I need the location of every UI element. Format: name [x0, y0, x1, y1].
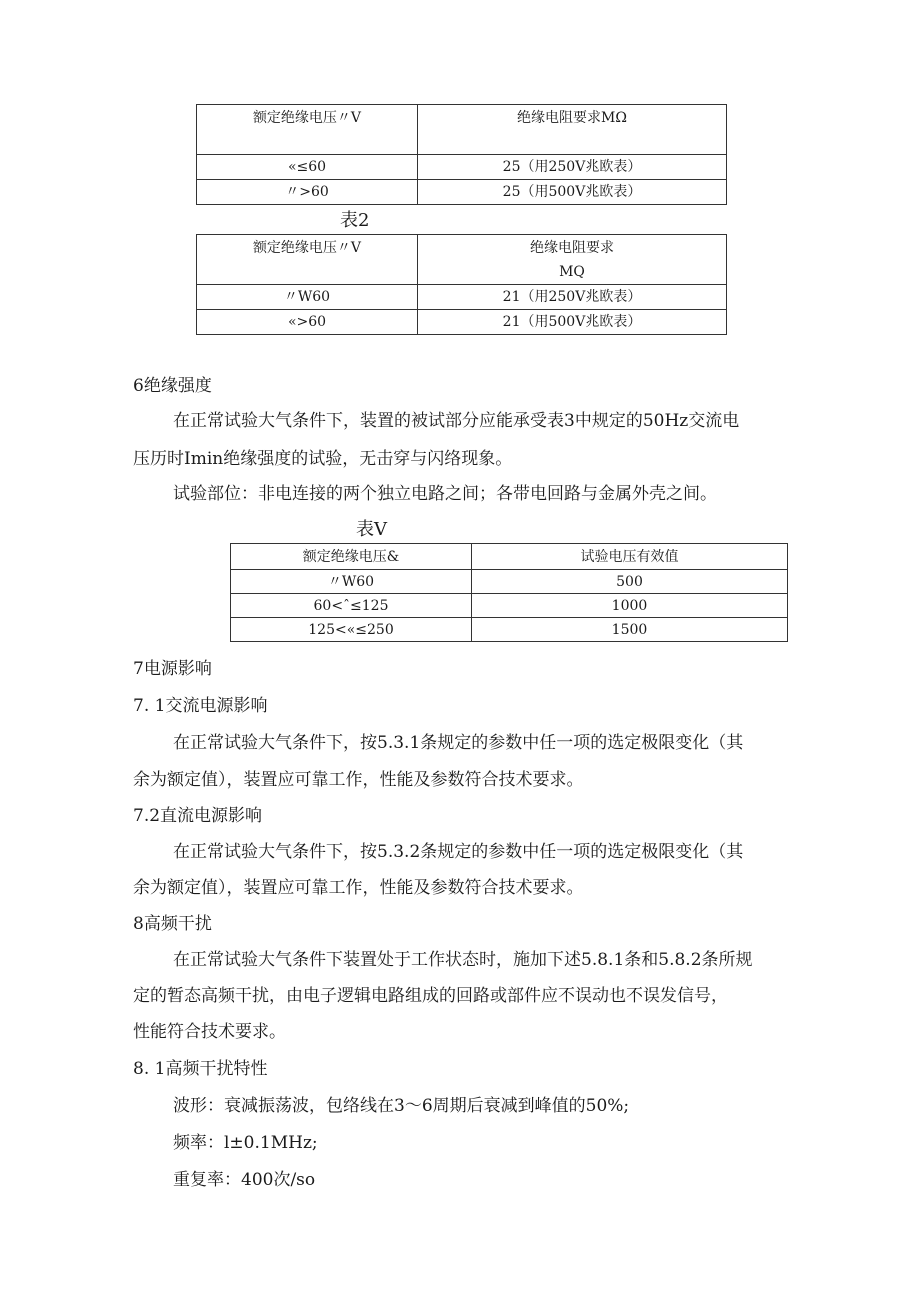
- table-cell: 60<ˆ≤125: [231, 594, 472, 618]
- section-8-paragraph-line: 性能符合技术要求。: [133, 1022, 286, 1042]
- test-voltage-table: [230, 543, 788, 642]
- section-8-heading: 8高频干扰: [133, 914, 212, 934]
- table-row: [231, 570, 788, 594]
- table-cell: 500: [472, 570, 788, 594]
- table-row: [231, 618, 788, 642]
- table-header-cell: [418, 235, 727, 285]
- section-8-paragraph-line: 在正常试验大气条件下装置处于工作状态时，施加下述5.8.1条和5.8.2条所规: [173, 950, 753, 970]
- table-cell: 25（用250V兆欧表）: [418, 155, 727, 180]
- section-7-1-paragraph-line: 在正常试验大气条件下，按5.3.1条规定的参数中任一项的选定极限变化（其: [173, 733, 744, 753]
- table-row: [197, 310, 727, 335]
- table-header-cell: 额定绝缘电压〃V: [197, 235, 418, 285]
- table-header-row: [197, 235, 727, 285]
- table-cell: 1000: [472, 594, 788, 618]
- table-cell: 〃>60: [197, 180, 418, 205]
- section-7-2-paragraph-line: 余为额定值），装置应可靠工作，性能及参数符合技术要求。: [133, 878, 584, 898]
- table-row: [197, 155, 727, 180]
- section-7-2-heading: 7.2直流电源影响: [133, 806, 263, 826]
- table-cell: 21（用250V兆欧表）: [418, 285, 727, 310]
- table-row: [197, 285, 727, 310]
- section-6-test-location: 试验部位：非电连接的两个独立电路之间；各带电回路与金属外壳之间。: [173, 484, 717, 504]
- section-7-1-heading: 7. 1交流电源影响: [133, 696, 268, 716]
- table-header-cell: 试验电压有效值: [472, 544, 788, 570]
- section-6-paragraph-line: 压历时Imin绝缘强度的试验，无击穿与闪络现象。: [133, 449, 513, 469]
- table-row: [197, 180, 727, 205]
- insulation-resistance-table-2: [196, 234, 727, 335]
- table-cell: 〃W60: [197, 285, 418, 310]
- table-cell: «>60: [197, 310, 418, 335]
- table-header-cell: 额定绝缘电压〃V: [197, 105, 418, 155]
- insulation-resistance-table-1: [196, 104, 727, 205]
- table-header-unit: MQ: [559, 264, 585, 280]
- table-header-row: [197, 105, 727, 155]
- table-cell: 25（用500V兆欧表）: [418, 180, 727, 205]
- table-cell: 21（用500V兆欧表）: [418, 310, 727, 335]
- table-2-caption: 表2: [340, 210, 370, 231]
- table-cell: «≤60: [197, 155, 418, 180]
- section-6-heading: 6绝缘强度: [133, 376, 212, 396]
- table-3-caption: 表V: [356, 519, 387, 540]
- repetition-rate-spec: 重复率：400次/so: [173, 1170, 316, 1190]
- table-header-line: 绝缘电阻要求: [530, 240, 614, 256]
- table-cell: 125<«≤250: [231, 618, 472, 642]
- table-header-cell: 额定绝缘电压&: [231, 544, 472, 570]
- frequency-spec: 频率：l±0.1MHz;: [173, 1133, 318, 1153]
- section-6-paragraph-line: 在正常试验大气条件下，装置的被试部分应能承受表3中规定的50Hz交流电: [173, 411, 740, 431]
- section-7-heading: 7电源影响: [133, 659, 212, 679]
- section-8-paragraph-line: 定的暂态高频干扰，由电子逻辑电路组成的回路或部件应不误动也不误发信号，: [133, 986, 728, 1006]
- table-cell: 〃W60: [231, 570, 472, 594]
- section-8-1-heading: 8. 1高频干扰特性: [133, 1059, 268, 1079]
- table-header-row: [231, 544, 788, 570]
- section-7-2-paragraph-line: 在正常试验大气条件下，按5.3.2条规定的参数中任一项的选定极限变化（其: [173, 842, 744, 862]
- table-header-cell: 绝缘电阻要求MΩ: [418, 105, 727, 155]
- table-row: [231, 594, 788, 618]
- section-7-1-paragraph-line: 余为额定值），装置应可靠工作，性能及参数符合技术要求。: [133, 770, 584, 790]
- table-cell: 1500: [472, 618, 788, 642]
- waveform-spec: 波形：衰减振荡波，包络线在3～6周期后衰减到峰值的50%;: [173, 1096, 630, 1116]
